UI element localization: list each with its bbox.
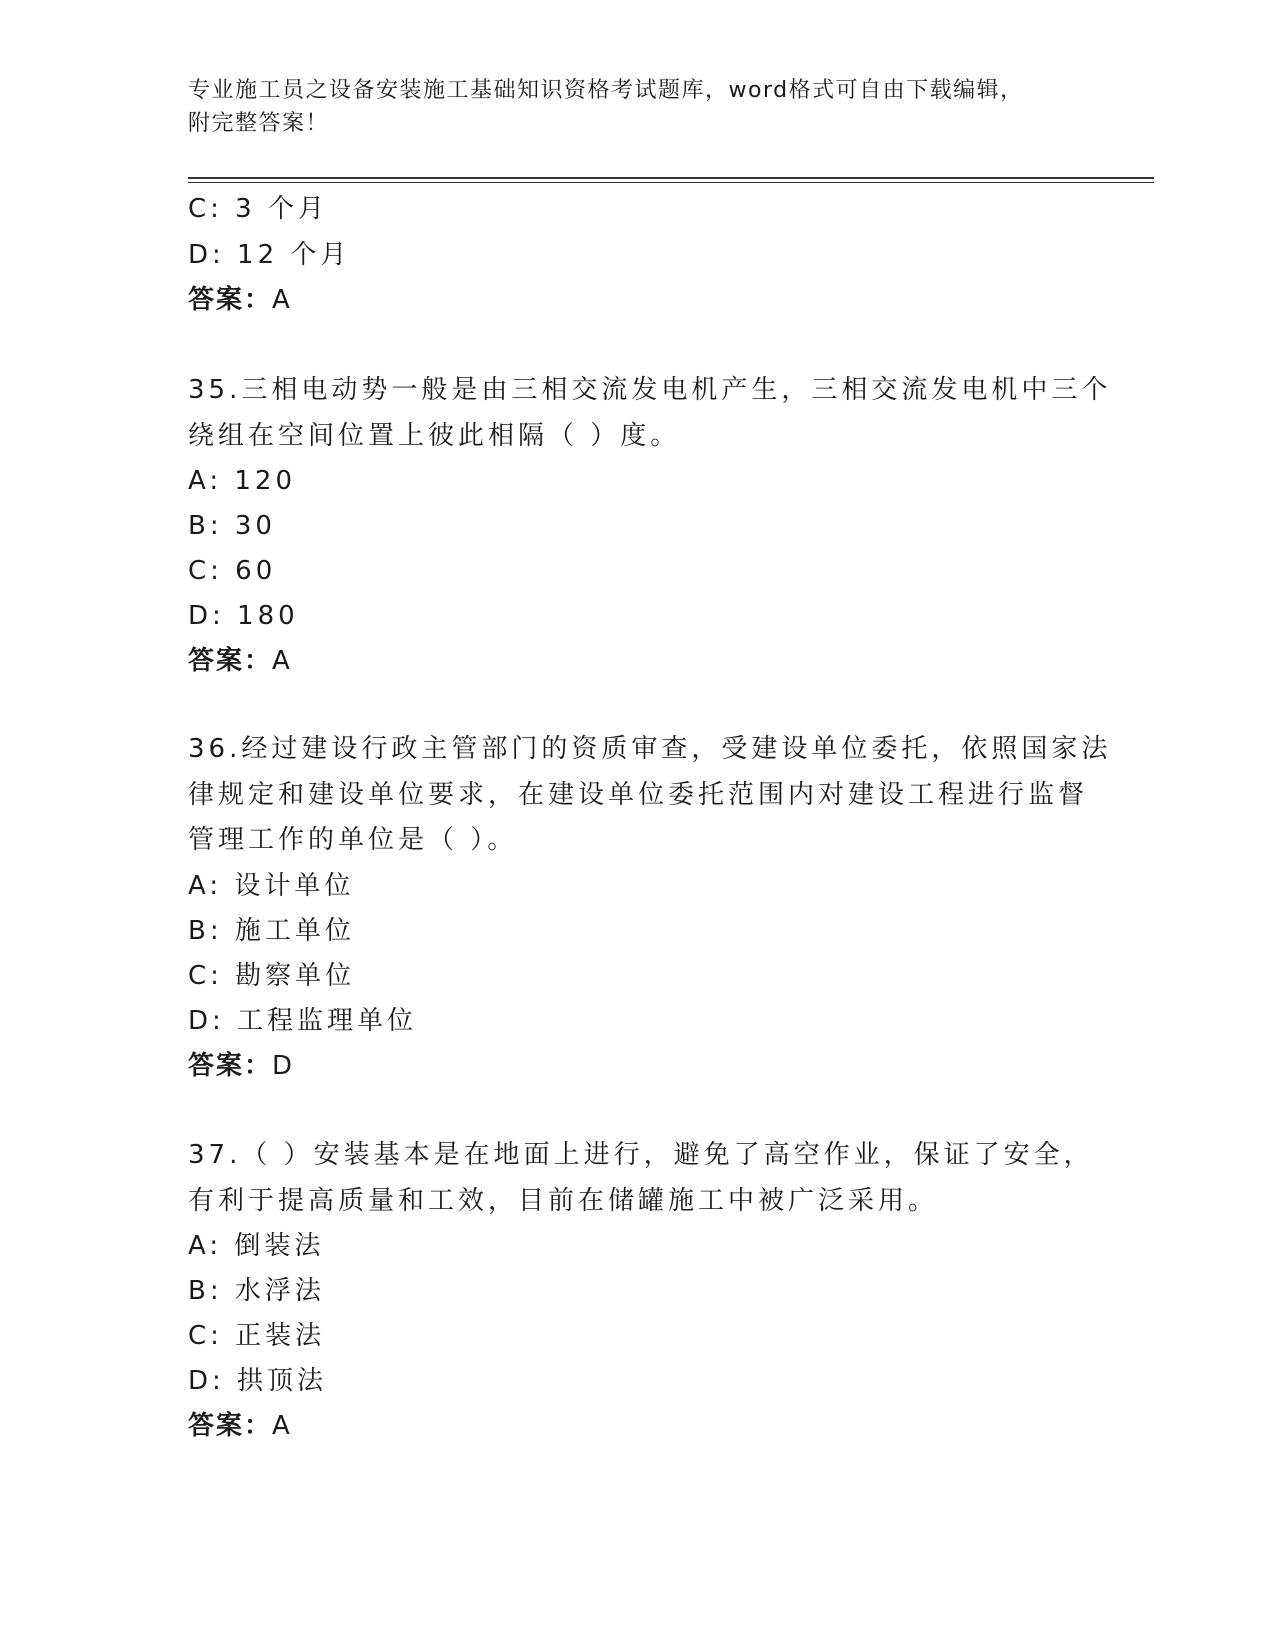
- q36-option-c: C: 勘察单位: [188, 961, 356, 991]
- q37-option-c: C: 正装法: [188, 1321, 326, 1351]
- q35-option-b: B: 30: [188, 511, 276, 541]
- q37-option-d: D: 拱顶法: [188, 1366, 328, 1396]
- q35-option-c: C: 60: [188, 556, 277, 586]
- q37-stem-line-1: 37.（ ）安装基本是在地面上进行，避免了高空作业，保证了安全，: [188, 1140, 1094, 1170]
- answer-value: D: [272, 1051, 295, 1081]
- q36-option-b: B: 施工单位: [188, 916, 355, 946]
- answer-value: A: [272, 1411, 292, 1441]
- answer-label: 答案：: [188, 1411, 273, 1441]
- answer-label: 答案：: [188, 1051, 273, 1081]
- q36-stem-line-2: 律规定和建设单位要求，在建设单位委托范围内对建设工程进行监督: [188, 780, 1089, 810]
- q36-option-d: D: 工程监理单位: [188, 1006, 418, 1036]
- q35-answer: [188, 644, 292, 678]
- q37-option-b: B: 水浮法: [188, 1276, 325, 1306]
- header-line-1: 专业施工员之设备安装施工基础知识资格考试题库，word格式可自由下载编辑，: [188, 78, 1024, 103]
- header-line-2: 附完整答案！: [188, 111, 330, 136]
- q35-stem-line-2: 绕组在空间位置上彼此相隔（ ）度。: [188, 421, 681, 451]
- q36-option-a: A: 设计单位: [188, 871, 355, 901]
- q37-stem-line-2: 有利于提高质量和工效，目前在储罐施工中被广泛采用。: [188, 1186, 939, 1216]
- q35-option-d: D: 180: [188, 601, 299, 631]
- q36-answer: [188, 1049, 294, 1083]
- prev-option-c: C: 3 个月: [188, 194, 328, 224]
- document-header: [188, 74, 1088, 140]
- q37-option-a: A: 倒装法: [188, 1231, 325, 1261]
- prev-answer: [188, 283, 292, 317]
- answer-value: A: [272, 285, 292, 315]
- answer-label: 答案：: [188, 285, 273, 315]
- q36-stem-line-3: 管理工作的单位是（ ）。: [188, 825, 518, 855]
- answer-value: A: [272, 646, 292, 676]
- answer-label: 答案：: [188, 646, 273, 676]
- q35-option-a: A: 120: [188, 466, 296, 496]
- header-divider-thick: [188, 177, 1154, 179]
- prev-option-d: D: 12 个月: [188, 240, 351, 270]
- q37-answer: [188, 1409, 292, 1443]
- header-divider-thin: [188, 182, 1154, 183]
- q36-stem-line-1: 36.经过建设行政主管部门的资质审查，受建设单位委托，依照国家法: [188, 734, 1112, 764]
- q35-stem-line-1: 35.三相电动势一般是由三相交流发电机产生，三相交流发电机中三个: [188, 375, 1112, 405]
